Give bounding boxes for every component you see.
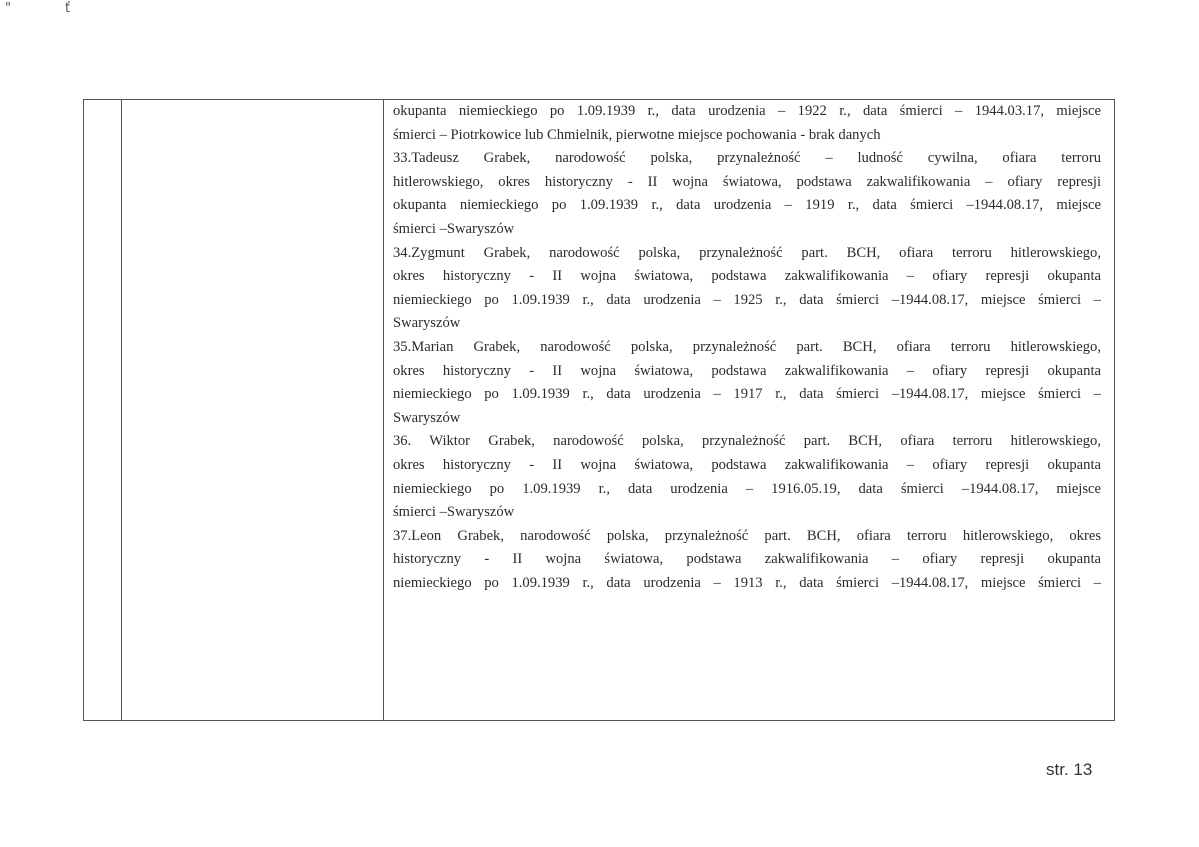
text-line: okres historyczny - II wojna światowa, podstawa zakwalifikowania – ofiary represji okupanta — [393, 456, 1101, 473]
text-line: okupanta niemieckiego po 1.09.1939 r., data urodzenia – 1919 r., data śmierci –1944.08.17, miejsce — [393, 197, 1101, 214]
text-line: okres historyczny - II wojna światowa, podstawa zakwalifikowania – ofiary represji okupanta — [393, 268, 1101, 285]
text-line: 37.Leon Grabek, narodowość polska, przynależność part. BCH, ofiara terroru hitlerowskiego, okres — [393, 527, 1101, 544]
text-line: niemieckiego po 1.09.1939 r., data urodzenia – 1913 r., data śmierci –1944.08.17, miejsce śmierci – — [393, 574, 1101, 591]
text-line: 34.Zygmunt Grabek, narodowość polska, przynależność part. BCH, ofiara terroru hitlerowskiego, — [393, 244, 1101, 261]
text-line: niemieckiego po 1.09.1939 r., data urodzenia – 1925 r., data śmierci –1944.08.17, miejsce śmierci – — [393, 291, 1101, 308]
document-table — [83, 99, 1115, 721]
text-line: okres historyczny - II wojna światowa, podstawa zakwalifikowania – ofiary represji okupanta — [393, 362, 1101, 379]
text-line: śmierci –Swaryszów — [393, 504, 515, 521]
text-line: Swaryszów — [393, 409, 461, 426]
table-column-description — [384, 100, 1114, 720]
text-line: śmierci – Piotrkowice lub Chmielnik, pierwotne miejsce pochowania - brak danych — [393, 126, 881, 143]
text-line: historyczny - II wojna światowa, podstawa zakwalifikowania – ofiary represji okupanta — [393, 551, 1101, 568]
text-line: 36. Wiktor Grabek, narodowość polska, przynależność part. BCH, ofiara terroru hitlerowskiego, — [393, 433, 1101, 450]
table-column-number — [84, 100, 122, 720]
text-line: Swaryszów — [393, 315, 461, 332]
table-column-name — [122, 100, 384, 720]
text-line: śmierci –Swaryszów — [393, 220, 515, 237]
text-line: okupanta niemieckiego po 1.09.1939 r., data urodzenia – 1922 r., data śmierci – 1944.03.17, miejsce — [393, 103, 1101, 119]
text-line: niemieckiego po 1.09.1939 r., data urodzenia – 1917 r., data śmierci –1944.08.17, miejsce śmierci – — [393, 386, 1101, 403]
text-line: niemieckiego po 1.09.1939 r., data urodzenia – 1916.05.19, data śmierci –1944.08.17, miejsce — [393, 480, 1101, 497]
text-line: 35.Marian Grabek, narodowość polska, przynależność part. BCH, ofiara terroru hitlerowskiego, — [393, 338, 1101, 355]
scan-artifact-mark: " — [5, 1, 11, 16]
text-line: hitlerowskiego, okres historyczny - II wojna światowa, podstawa zakwalifikowania – ofiary represji — [393, 173, 1101, 190]
page-number: str. 13 — [1046, 760, 1093, 779]
scan-artifact-mark: ť — [65, 1, 71, 16]
text-line: 33.Tadeusz Grabek, narodowość polska, przynależność – ludność cywilna, ofiara terroru — [393, 150, 1101, 167]
